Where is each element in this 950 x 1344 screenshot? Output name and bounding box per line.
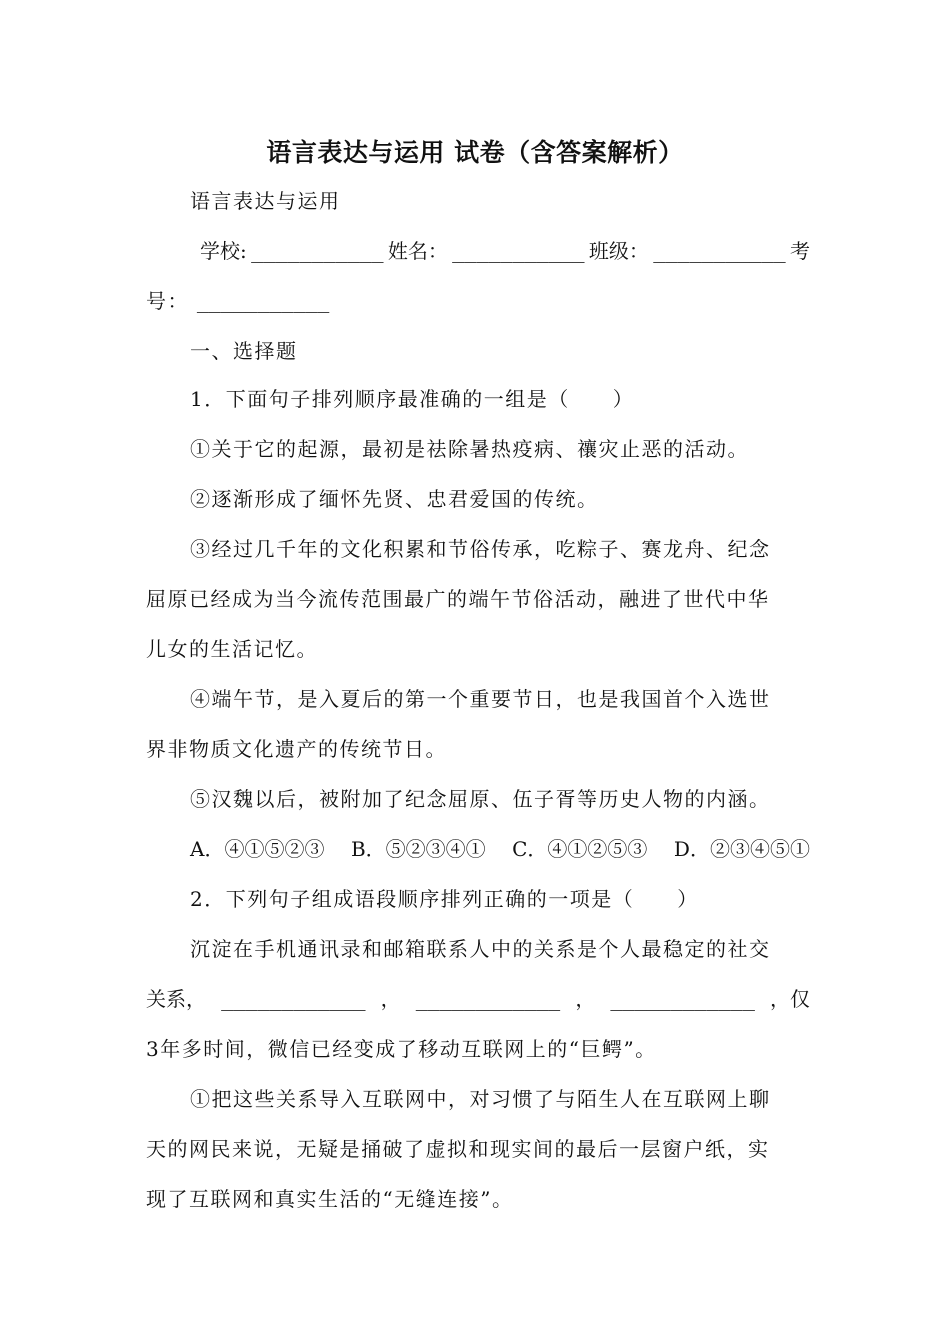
q2-line2-text-b: ， bbox=[380, 987, 401, 1011]
q1-sentence-4-line-2: 界非物质文化遗产的传统节日。 bbox=[146, 737, 447, 761]
q2-sentence-1-line-2: 天的网民来说，无疑是捅破了虚拟和现实间的最后一层窗户纸，实 bbox=[146, 1137, 770, 1161]
q1-option-c: C．④①②⑤③ bbox=[512, 837, 648, 861]
question-1-stem: 1．下面句子排列顺序最准确的一组是（ ） bbox=[190, 387, 635, 411]
q1-sentence-3-line-1: ③经过几千年的文化积累和节俗传承，吃粽子、赛龙舟、纪念 bbox=[190, 537, 771, 561]
name-blank: ___________ bbox=[452, 239, 585, 263]
q1-options bbox=[190, 834, 810, 864]
q1-sentence-4-line-1: ④端午节，是入夏后的第一个重要节日，也是我国首个入选世 bbox=[190, 687, 771, 711]
q2-blank-2: ____________ bbox=[415, 987, 561, 1011]
q1-sentence-5: ⑤汉魏以后，被附加了纪念屈原、伍子胥等历史人物的内涵。 bbox=[190, 787, 771, 811]
class-blank: ___________ bbox=[653, 239, 786, 263]
q1-option-d: D．②③④⑤① bbox=[673, 837, 810, 861]
q2-line2-text-c: ， bbox=[575, 987, 596, 1011]
q1-sentence-2: ②逐渐形成了缅怀先贤、忠君爱国的传统。 bbox=[190, 487, 599, 511]
class-label: 班级： bbox=[588, 239, 649, 263]
page-title: 语言表达与运用 试卷（含答案解析） bbox=[266, 138, 684, 167]
q2-line2-text-a: 关系， bbox=[146, 987, 206, 1011]
exam-number-blank: ___________ bbox=[196, 289, 330, 313]
q1-option-b: B．⑤②③④① bbox=[350, 837, 486, 861]
name-label: 姓名： bbox=[387, 239, 448, 263]
info-line bbox=[200, 236, 810, 266]
section-heading: 一、选择题 bbox=[190, 339, 298, 363]
subtitle: 语言表达与运用 bbox=[190, 189, 341, 213]
q1-sentence-3-line-3: 儿女的生活记忆。 bbox=[146, 637, 318, 661]
exam-number-label-part1: 考 bbox=[789, 239, 810, 263]
q2-sentence-1-line-3: 现了互联网和真实生活的“无缝连接”。 bbox=[146, 1187, 514, 1211]
q2-blank-1: ____________ bbox=[221, 987, 366, 1011]
q1-sentence-3-line-2: 屈原已经成为当今流传范围最广的端午节俗活动，融进了世代中华 bbox=[146, 587, 770, 611]
q1-option-a: A．④①⑤②③ bbox=[190, 837, 325, 861]
exam-number-label-part2: 号： bbox=[146, 289, 189, 313]
exam-number-line bbox=[146, 286, 810, 316]
school-label: 学校: bbox=[200, 239, 247, 263]
q2-paragraph-line-1: 沉淀在手机通讯录和邮箱联系人中的关系是个人最稳定的社交 bbox=[190, 937, 771, 961]
question-2-stem: 2．下列句子组成语段顺序排列正确的一项是（ ） bbox=[190, 887, 699, 911]
q2-sentence-1-line-1: ①把这些关系导入互联网中，对习惯了与陌生人在互联网上聊 bbox=[190, 1087, 771, 1111]
q2-blank-3: ____________ bbox=[610, 987, 755, 1011]
q2-paragraph-line-3: 3年多时间，微信已经变成了移动互联网上的“巨鳄”。 bbox=[146, 1037, 657, 1061]
q2-line2-text-d: ，仅 bbox=[769, 987, 810, 1011]
school-blank: ___________ bbox=[251, 239, 384, 263]
q2-paragraph-line-2 bbox=[146, 984, 810, 1014]
q1-sentence-1: ①关于它的起源，最初是祛除暑热疫病、禳灾止恶的活动。 bbox=[190, 437, 749, 461]
